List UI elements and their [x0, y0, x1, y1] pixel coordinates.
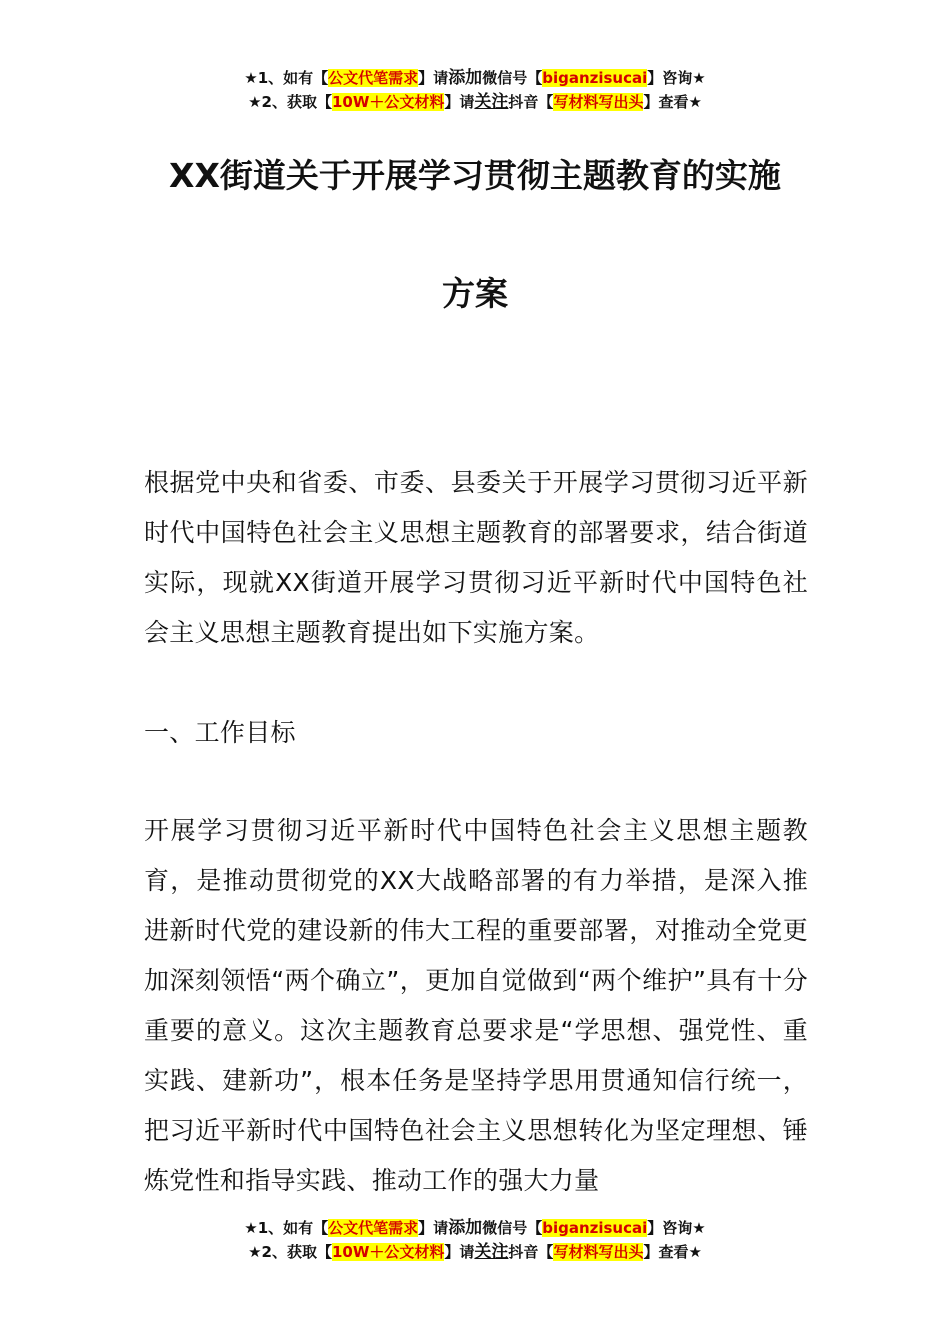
promo-highlight: 10W＋公文材料 [331, 93, 445, 111]
promo-highlight: 写材料写出头 [553, 93, 644, 111]
promo-highlight: 写材料写出头 [553, 1243, 644, 1261]
promo-line-2 [0, 1240, 950, 1264]
promo-text: 微信号【 [482, 1219, 543, 1237]
promo-highlight: 公文代笔需求 [328, 1219, 419, 1237]
promo-emphasis: 添加 [448, 68, 483, 88]
document-title-line-1: XX街道关于开展学习贯彻主题教育的实施 [169, 156, 781, 195]
promo-text: ★1、如有【 [244, 1219, 329, 1237]
promo-emphasis: 添加 [448, 1218, 483, 1238]
promo-line-2 [0, 90, 950, 114]
promo-emphasis: 关注 [474, 92, 509, 112]
promo-text: 】请 [444, 93, 475, 111]
promo-text: 微信号【 [482, 69, 543, 87]
promo-line-1 [0, 1216, 950, 1240]
promo-emphasis: 关注 [474, 1242, 509, 1262]
promo-text: ★1、如有【 [244, 69, 329, 87]
section-heading: 一、工作目标 [144, 718, 296, 747]
promo-banner-bottom [0, 1216, 950, 1264]
promo-highlight: biganzisucai [542, 1219, 648, 1237]
intro-paragraph: 根据党中央和省委、市委、县委关于开展学习贯彻习近平新时代中国特色社会主义思想主题教育的部署要求，结合街道实际，现就XX街道开展学习贯彻习近平新时代中国特色社会主义思想主题教育提出如下实施方案。 [144, 468, 808, 647]
document-title-line-2: 方案 [442, 274, 508, 313]
promo-text: 】咨询★ [647, 1219, 706, 1237]
promo-text: 抖音【 [508, 1243, 554, 1261]
promo-text: ★2、获取【 [248, 93, 332, 111]
promo-banner-top [0, 66, 950, 114]
promo-text: 】查看★ [643, 1243, 702, 1261]
promo-text: 】请 [418, 69, 449, 87]
promo-highlight: biganzisucai [542, 69, 648, 87]
promo-text: 】请 [418, 1219, 449, 1237]
promo-text: 】咨询★ [647, 69, 706, 87]
promo-text: 】请 [444, 1243, 475, 1261]
promo-highlight: 公文代笔需求 [328, 69, 419, 87]
promo-text: 抖音【 [508, 93, 554, 111]
promo-line-1 [0, 66, 950, 90]
promo-text: 】查看★ [643, 93, 702, 111]
promo-highlight: 10W＋公文材料 [331, 1243, 445, 1261]
promo-text: ★2、获取【 [248, 1243, 332, 1261]
section-paragraph: 开展学习贯彻习近平新时代中国特色社会主义思想主题教育，是推动贯彻党的XX大战略部署的有力举措，是深入推进新时代党的建设新的伟大工程的重要部署，对推动全党更加深刻领悟“两个确立”，更加自觉做到“两个维护”具有十分重要的意义。这次主题教育总要求是“学思想、强党性、重实践、建新功”，根本任务是坚持学思用贯通知信行统一，把习近平新时代中国特色社会主义思想转化为坚定理想、锤炼党性和指导实践、推动工作的强大力量 [144, 816, 808, 1195]
